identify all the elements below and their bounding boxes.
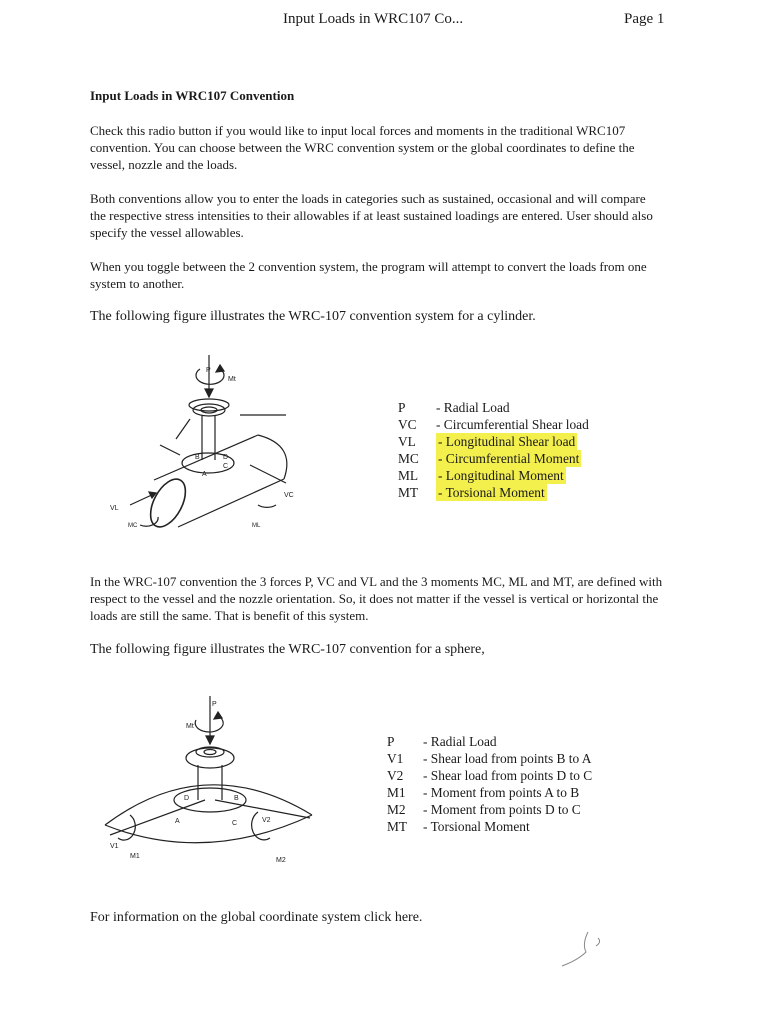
footer-lead: For information on the global coordinate system: [90, 910, 365, 925]
legend-code: MT: [387, 819, 408, 834]
global-coordinate-link[interactable]: click here.: [364, 910, 423, 925]
legend-code: VL: [398, 434, 416, 449]
label-b: B: [234, 795, 239, 802]
label-v2: V2: [262, 817, 271, 824]
legend-row: [398, 450, 589, 467]
legend-description: - Shear load from points D to C: [423, 768, 593, 783]
legend-description: - Longitudinal Shear load: [438, 434, 576, 449]
label-mt: Mt: [228, 376, 236, 383]
label-mc: MC: [128, 523, 138, 529]
label-mt: Mt: [186, 723, 194, 730]
label-b: B: [195, 454, 200, 461]
legend-code: MC: [398, 451, 419, 466]
label-v1: V1: [110, 843, 119, 850]
label-d: D: [223, 454, 229, 461]
handwritten-mark: [558, 930, 608, 970]
paragraph-intro: Check this radio button if you would like to input local forces and moments in the traditional WRC107 convention. You can choose between the WRC convention system or the global coordinates to define the vessel, nozzle and the loads.: [90, 123, 635, 172]
section-heading: Input Loads in WRC107 Convention: [90, 88, 295, 103]
legend-code: ML: [398, 468, 419, 483]
label-m2: M2: [276, 857, 286, 864]
legend-row: [398, 484, 589, 501]
label-vc: VC: [284, 492, 294, 499]
cylinder-nozzle-figure: [100, 355, 310, 535]
legend-description: - Circumferential Moment: [438, 451, 580, 466]
paragraph-toggle: When you toggle between the 2 convention system, the program will attempt to convert the loads from one system to another.: [90, 259, 647, 291]
legend-row: [398, 433, 589, 450]
legend-code: P: [387, 734, 395, 749]
label-m1: M1: [130, 853, 140, 860]
legend-row: [387, 801, 592, 818]
legend-code: VC: [398, 417, 417, 432]
legend-row: [398, 467, 589, 484]
legend-code: V1: [387, 751, 404, 766]
legend-row: [387, 767, 592, 784]
label-ml: ML: [252, 523, 261, 529]
label-p: P: [212, 701, 217, 708]
legend-description: - Torsional Moment: [438, 485, 545, 500]
page-number: Page 1: [624, 11, 665, 27]
label-vl: VL: [110, 505, 119, 512]
legend-row: [387, 750, 592, 767]
legend-description: - Radial Load: [423, 734, 497, 749]
caption-cylinder: The following figure illustrates the WRC-107 convention system for a cylinder.: [90, 309, 536, 324]
sphere-legend: [387, 733, 592, 835]
caption-sphere: The following figure illustrates the WRC-107 convention for a sphere,: [90, 642, 485, 657]
legend-code: M1: [387, 785, 406, 800]
legend-description: - Moment from points A to B: [423, 785, 580, 800]
legend-description: - Shear load from points B to A: [423, 751, 592, 766]
legend-code: V2: [387, 768, 404, 783]
legend-description: - Radial Load: [436, 400, 510, 415]
label-d: D: [184, 795, 190, 802]
legend-row: [387, 784, 592, 801]
label-c: C: [223, 463, 229, 470]
document-title: Input Loads in WRC107 Co...: [283, 11, 464, 27]
paragraph-wrc-forces: In the WRC-107 convention the 3 forces P, VC and VL and the 3 moments MC, ML and MT, are defined with respect to the vessel and the nozzle orientation. So, it does not matter if the vessel is vertical or horizontal the loads are still the same. That is benefit of this system.: [90, 574, 663, 623]
label-a: A: [175, 818, 180, 825]
legend-row: [398, 399, 589, 416]
legend-code: M2: [387, 802, 406, 817]
sphere-nozzle-figure: [100, 690, 320, 870]
legend-row: [398, 416, 589, 433]
legend-description: - Moment from points D to C: [423, 802, 581, 817]
legend-description: - Circumferential Shear load: [436, 417, 589, 432]
legend-code: P: [398, 400, 406, 415]
legend-code: MT: [398, 485, 419, 500]
legend-row: [387, 818, 592, 835]
footer-text: [90, 910, 422, 926]
paragraph-conventions: Both conventions allow you to enter the loads in categories such as sustained, occasional and will compare the respective stress intensities to their allowables if at least sustained loadings are entered. User should also specify the vessel allowables.: [90, 191, 653, 240]
legend-description: - Torsional Moment: [423, 819, 530, 834]
label-a: A: [202, 471, 207, 478]
legend-description: - Longitudinal Moment: [438, 468, 564, 483]
legend-row: [387, 733, 592, 750]
label-p: P: [206, 367, 211, 374]
label-c: C: [232, 820, 238, 827]
cylinder-legend: [398, 399, 589, 501]
